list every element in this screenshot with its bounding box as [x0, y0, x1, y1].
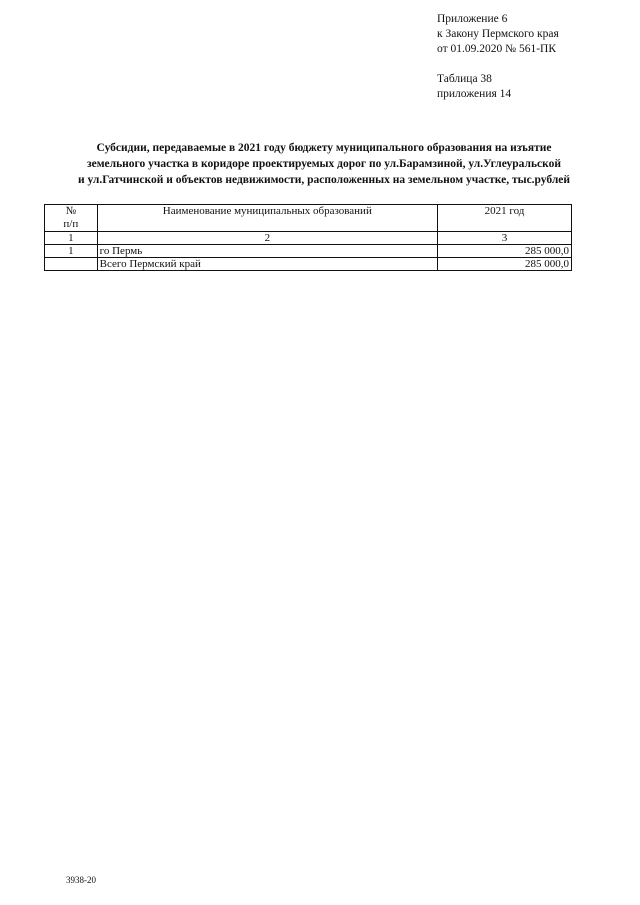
row-name: го Пермь	[97, 245, 437, 258]
column-number-2: 2	[97, 232, 437, 245]
table-reference: Таблица 38	[437, 73, 492, 85]
appendix-line-2: к Закону Пермского края	[437, 28, 559, 40]
table-row	[45, 245, 572, 258]
header-year: 2021 год	[438, 205, 572, 232]
document-title	[40, 140, 608, 188]
appendix-header	[437, 12, 559, 102]
header-name: Наименование муниципальных образований	[97, 205, 437, 232]
appendix-reference: приложения 14	[437, 88, 512, 100]
title-line-3: и ул.Гатчинской и объектов недвижимости, расположенных на земельном участке, тыс.рублей	[77, 174, 571, 186]
header-number	[45, 205, 98, 232]
total-row-number	[45, 258, 98, 271]
total-row-name: Всего Пермский край	[97, 258, 437, 271]
title-line-2: земельного участка в коридоре проектируемых дорог по ул.Барамзиной, ул.Углеуральской	[86, 158, 562, 170]
column-number-3: 3	[438, 232, 572, 245]
row-number: 1	[45, 245, 98, 258]
table-total-row	[45, 258, 572, 271]
header-number-line-2: п/п	[63, 218, 79, 230]
appendix-line-3: от 01.09.2020 № 561-ПК	[437, 43, 557, 55]
document-code: 3938-20	[66, 875, 96, 885]
column-number-1: 1	[45, 232, 98, 245]
subsidy-table	[44, 204, 572, 271]
table-header-row	[45, 205, 572, 232]
title-line-1: Субсидии, передаваемые в 2021 году бюджету муниципального образования на изъятие	[96, 142, 552, 154]
column-number-row	[45, 232, 572, 245]
total-row-value: 285 000,0	[438, 258, 572, 271]
header-number-line-1: №	[65, 205, 77, 217]
row-value: 285 000,0	[438, 245, 572, 258]
appendix-line-1: Приложение 6	[437, 13, 508, 25]
